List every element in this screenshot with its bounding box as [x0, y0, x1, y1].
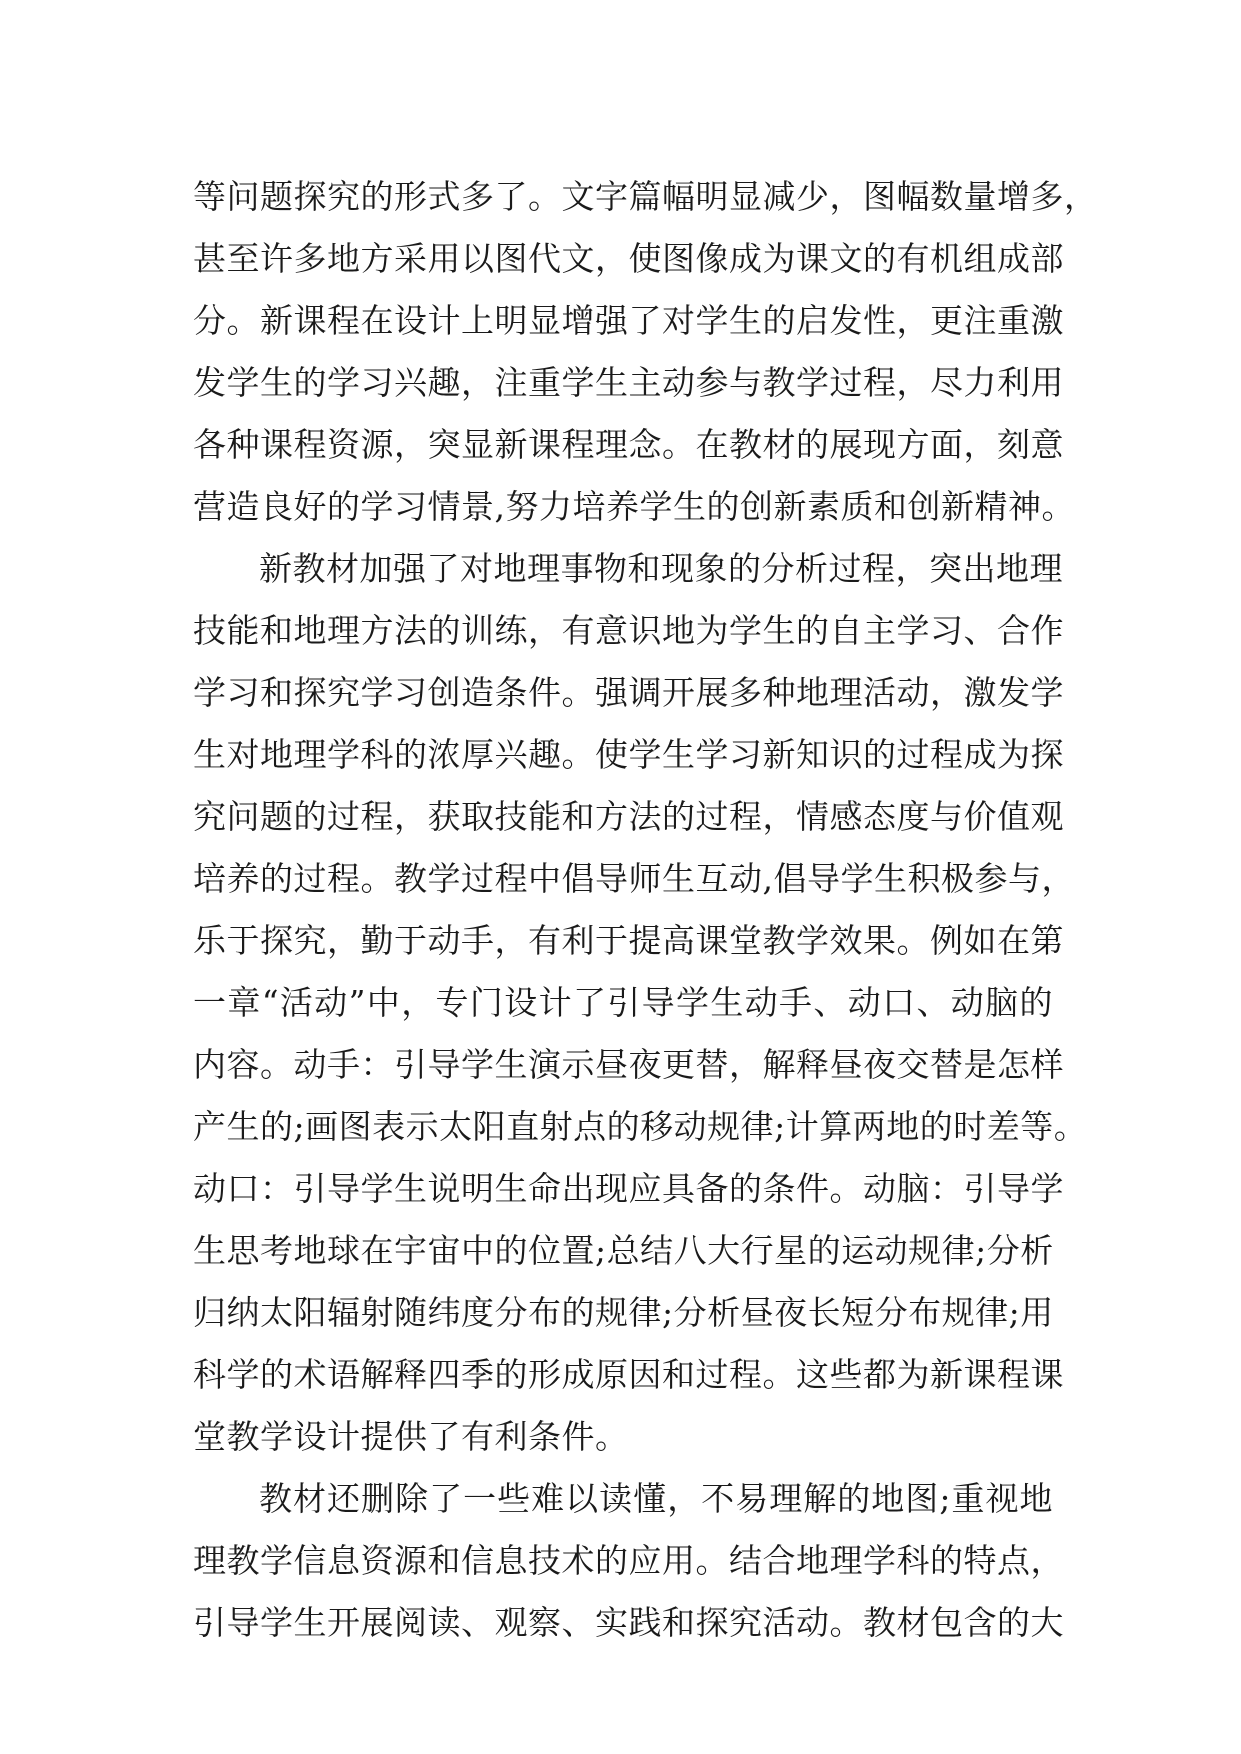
text-line: 等问题探究的形式多了。文字篇幅明显减少，图幅数量增多， — [193, 177, 1098, 216]
text-line: 堂教学设计提供了有利条件。 — [193, 1417, 629, 1456]
paragraph — [193, 538, 1088, 1468]
paragraph — [193, 166, 1098, 538]
text-line: 甚至许多地方采用以图代文，使图像成为课文的有机组成部 — [193, 239, 1064, 278]
text-line: 新教材加强了对地理事物和现象的分析过程，突出地理 — [259, 549, 1063, 588]
text-line: 内容。动手：引导学生演示昼夜更替，解释昼夜交替是怎样 — [193, 1045, 1064, 1084]
text-line: 一章“活动”中，专门设计了引导学生动手、动口、动脑的 — [193, 983, 1053, 1022]
text-line: 科学的术语解释四季的形成原因和过程。这些都为新课程课 — [193, 1355, 1064, 1394]
text-line: 发学生的学习兴趣，注重学生主动参与教学过程，尽力利用 — [193, 363, 1064, 402]
paragraph — [193, 1468, 1064, 1654]
text-line: 生对地理学科的浓厚兴趣。使学生学习新知识的过程成为探 — [193, 735, 1064, 774]
text-line: 产生的;画图表示太阳直射点的移动规律;计算两地的时差等。 — [193, 1107, 1088, 1146]
text-line: 分。新课程在设计上明显增强了对学生的启发性，更注重激 — [193, 301, 1064, 340]
text-line: 理教学信息资源和信息技术的应用。结合地理学科的特点， — [193, 1541, 1064, 1580]
text-line: 究问题的过程，获取技能和方法的过程，情感态度与价值观 — [193, 797, 1064, 836]
text-line: 技能和地理方法的训练，有意识地为学生的自主学习、合作 — [193, 611, 1064, 650]
text-line: 各种课程资源，突显新课程理念。在教材的展现方面，刻意 — [193, 425, 1064, 464]
body-text — [193, 166, 1098, 1654]
text-line: 学习和探究学习创造条件。强调开展多种地理活动，激发学 — [193, 673, 1064, 712]
text-line: 教材还删除了一些难以读懂，不易理解的地图;重视地 — [259, 1479, 1053, 1518]
text-line: 乐于探究，勤于动手，有利于提高课堂教学效果。例如在第 — [193, 921, 1064, 960]
text-line: 培养的过程。教学过程中倡导师生互动,倡导学生积极参与， — [193, 859, 1075, 898]
text-line: 营造良好的学习情景,努力培养学生的创新素质和创新精神。 — [193, 487, 1075, 526]
text-line: 动口：引导学生说明生命出现应具备的条件。动脑：引导学 — [193, 1169, 1064, 1208]
text-line: 归纳太阳辐射随纬度分布的规律;分析昼夜长短分布规律;用 — [193, 1293, 1054, 1332]
text-line: 生思考地球在宇宙中的位置;总结八大行星的运动规律;分析 — [193, 1231, 1054, 1270]
text-line: 引导学生开展阅读、观察、实践和探究活动。教材包含的大 — [193, 1603, 1064, 1642]
